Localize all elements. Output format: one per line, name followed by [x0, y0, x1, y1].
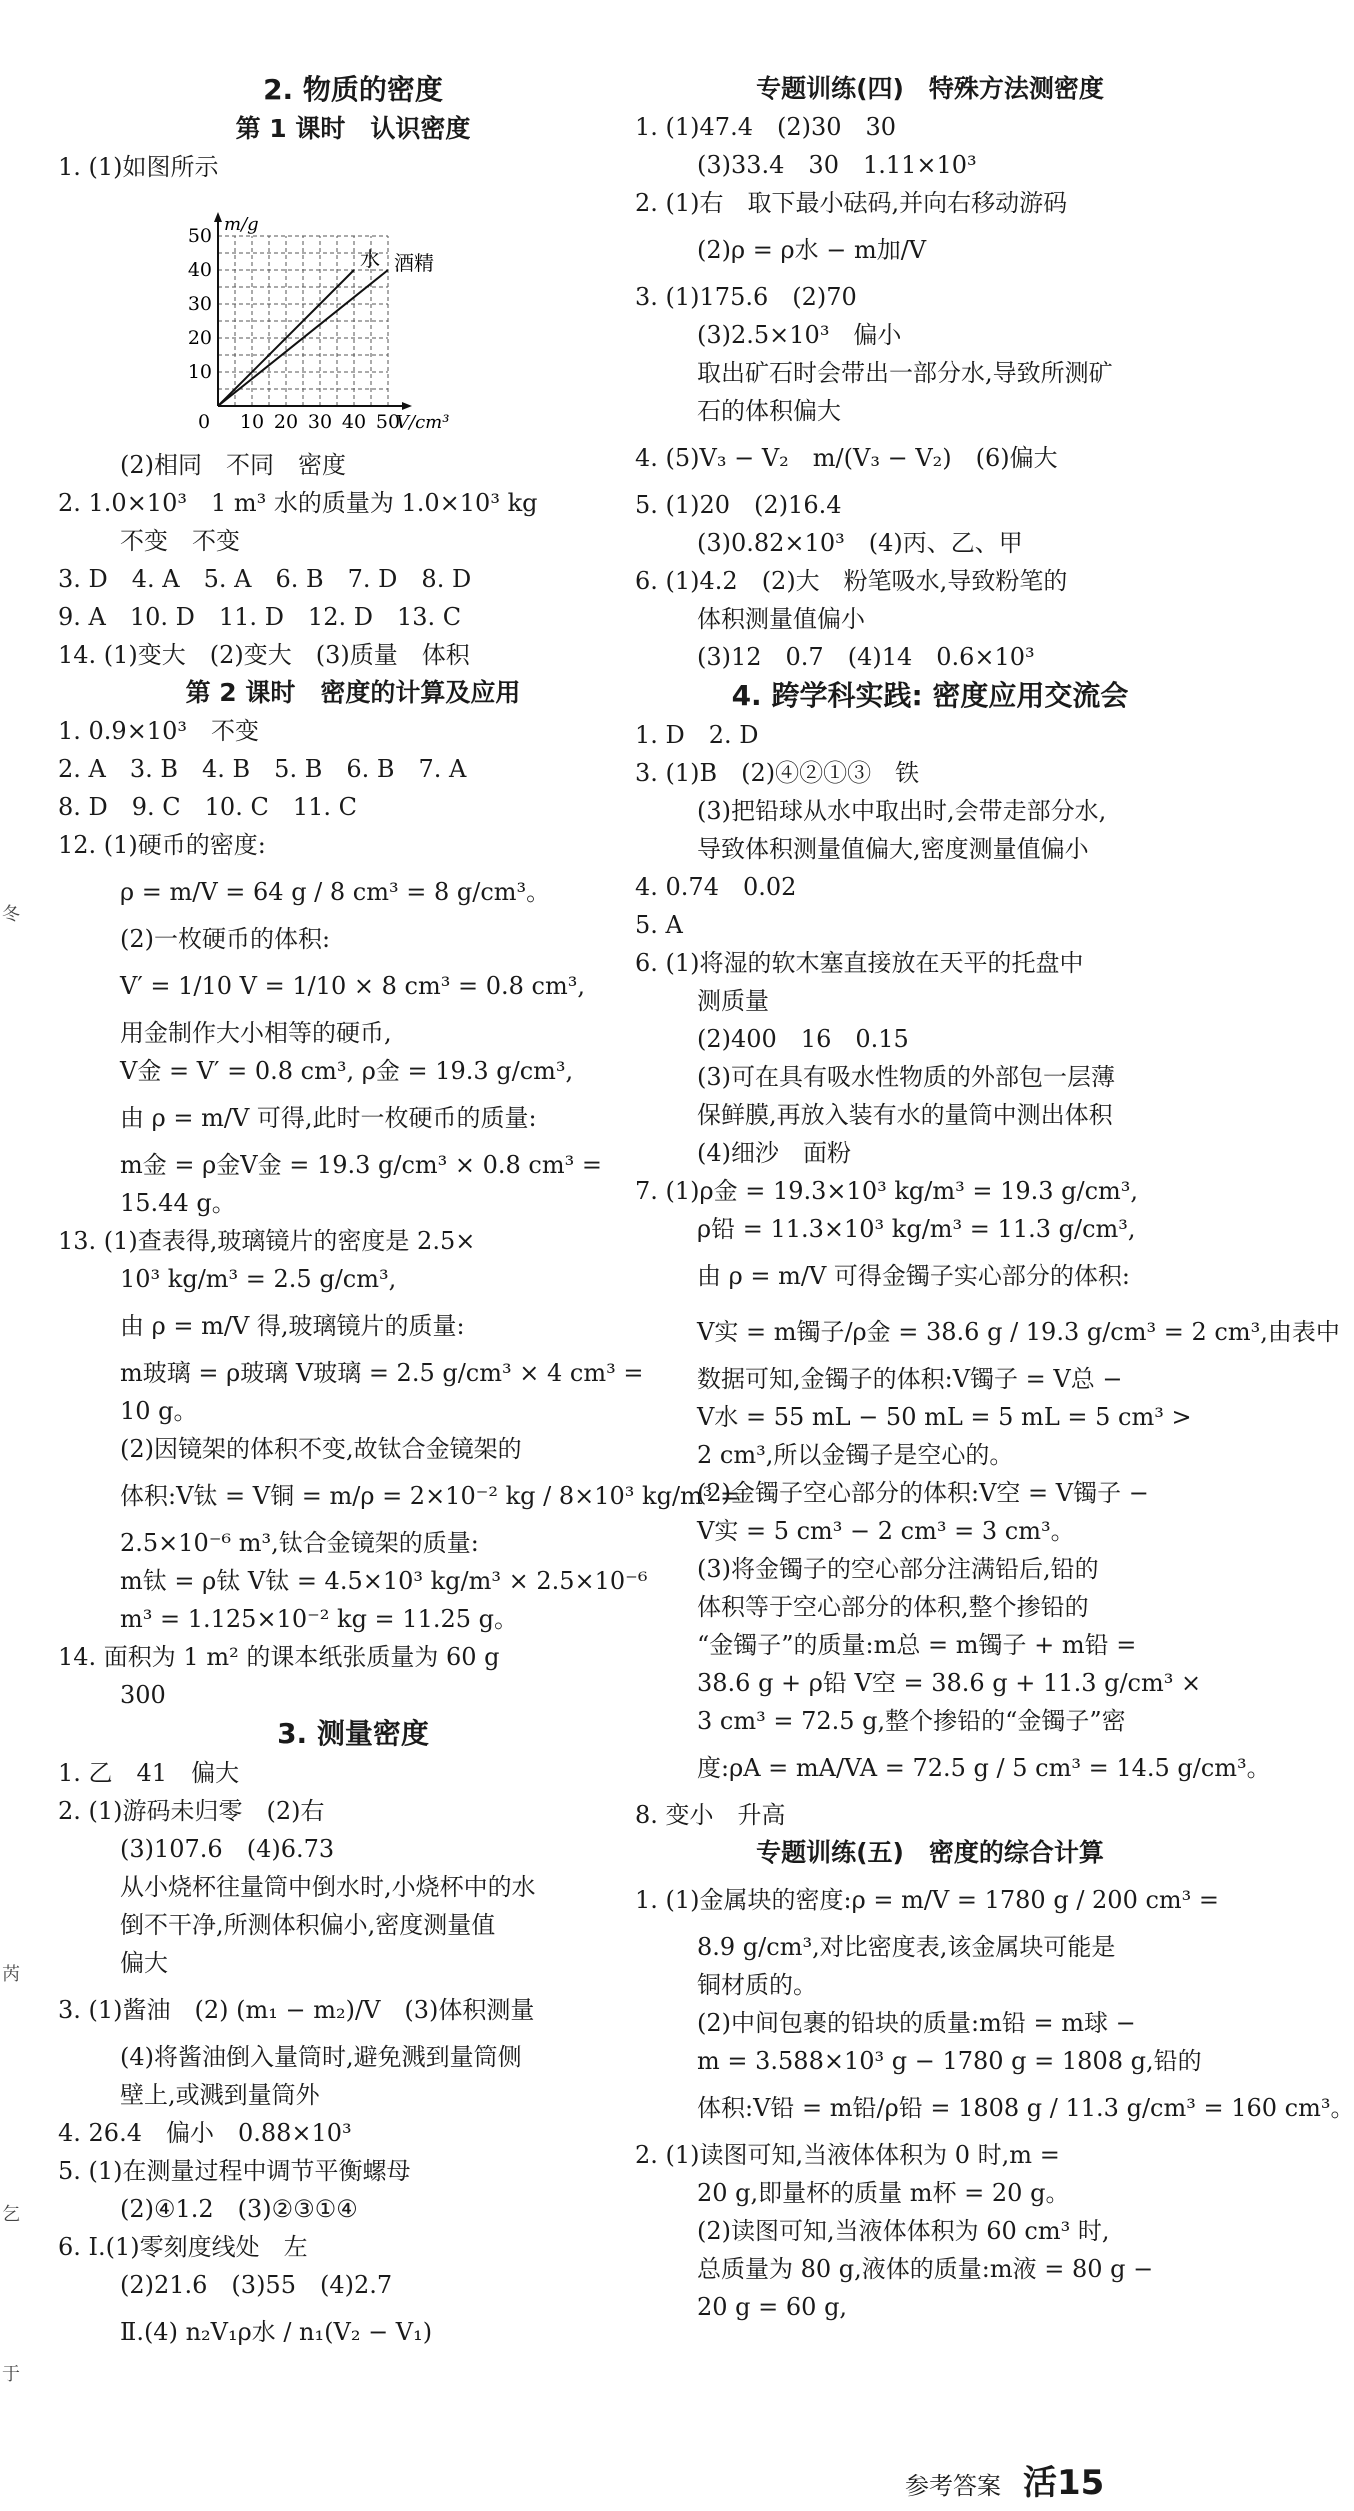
answer-line: (3)将金镯子的空心部分注满铅后,铅的: [697, 1555, 1099, 1583]
x-axis-label: V/cm³: [396, 412, 450, 433]
answer-line: (2)相同 不同 密度: [120, 451, 346, 479]
answer-line: (2)读图可知,当液体体积为 60 cm³ 时,: [697, 2217, 1110, 2245]
answer-line: 1. (1)47.4 (2)30 30: [635, 113, 897, 141]
answer-line: 9. A 10. D 11. D 12. D 13. C: [58, 603, 462, 631]
answer-line: 4. (5)V₃ − V₂ m/(V₃ − V₂) (6)偏大: [635, 444, 1058, 472]
answer-line: (4)细沙 面粉: [697, 1139, 851, 1167]
answer-line: 2. (1)右 取下最小砝码,并向右移动游码: [635, 189, 1068, 217]
answer-line: 4. 0.74 0.02: [635, 873, 797, 901]
right-column: [635, 70, 1354, 2326]
x-tick-label: 10: [239, 411, 265, 433]
y-tick-label: 20: [187, 327, 212, 349]
answer-line: 2. A 3. B 4. B 5. B 6. B 7. A: [58, 755, 467, 783]
answer-line: 3. D 4. A 5. A 6. B 7. D 8. D: [58, 565, 472, 593]
answer-line: 3. (1)酱油 (2) (m₁ − m₂)/V (3)体积测量: [58, 1996, 535, 2024]
edge-mark: 于: [2, 2364, 20, 2385]
answer-line: 取出矿石时会带出一部分水,导致所测矿: [697, 359, 1113, 387]
answer-line: 1. D 2. D: [635, 721, 759, 749]
footer-label: 参考答案: [905, 2472, 1001, 2500]
mass-volume-graph: [188, 186, 488, 446]
section-heading: 第 1 课时 认识密度: [235, 114, 471, 143]
answer-line: 从小烧杯往量筒中倒水时,小烧杯中的水: [120, 1873, 536, 1901]
answer-line: 8. 变小 升高: [635, 1801, 786, 1829]
answer-line: 用金制作大小相等的硬币,: [120, 1019, 392, 1047]
section-heading: 第 2 课时 密度的计算及应用: [185, 678, 521, 707]
answer-line: 7. (1)ρ金 = 19.3×10³ kg/m³ = 19.3 g/cm³,: [635, 1177, 1139, 1205]
answer-line: (2)因镜架的体积不变,故钛合金镜架的: [120, 1435, 522, 1463]
x-axis-arrow: [402, 402, 412, 410]
y-axis-label: m/g: [224, 214, 259, 235]
answer-line: (3)107.6 (4)6.73: [120, 1835, 335, 1863]
answer-line: 由 ρ = m/V 得,玻璃镜片的质量:: [120, 1312, 465, 1340]
answer-line: 3. (1)175.6 (2)70: [635, 283, 857, 311]
graph-container: [188, 186, 488, 446]
answer-line: 8. D 9. C 10. C 11. C: [58, 793, 357, 821]
answer-line: 6. Ⅰ.(1)零刻度线处 左: [58, 2233, 308, 2261]
answer-line: 数据可知,金镯子的体积:V镯子 = V总 −: [697, 1365, 1123, 1393]
section-heading: 专题训练(五) 密度的综合计算: [756, 1838, 1104, 1867]
answer-line: ρ = m/V = 64 g / 8 cm³ = 8 g/cm³。: [120, 878, 551, 906]
answer-line: 12. (1)硬币的密度:: [58, 831, 266, 859]
edge-mark: 冬: [2, 904, 20, 925]
answer-line: 倒不干净,所测体积偏小,密度测量值: [120, 1911, 496, 1939]
answer-line: 体积测量值偏小: [697, 605, 865, 633]
answer-line: (3)2.5×10³ 偏小: [697, 321, 902, 349]
answer-line: V′ = 1/10 V = 1/10 × 8 cm³ = 0.8 cm³,: [120, 972, 585, 1000]
answer-line: 20 g,即量杯的质量 m杯 = 20 g。: [697, 2179, 1070, 2207]
y-tick-label: 40: [187, 259, 212, 281]
series-label: 水: [360, 247, 380, 271]
answer-line: 2. (1)游码未归零 (2)右: [58, 1797, 325, 1825]
answer-line: (3)可在具有吸水性物质的外部包一层薄: [697, 1063, 1115, 1091]
answer-line: V实 = 5 cm³ − 2 cm³ = 3 cm³。: [697, 1517, 1075, 1545]
answer-line: (2)一枚硬币的体积:: [120, 925, 331, 953]
section-heading: 3. 测量密度: [277, 1717, 429, 1750]
x-tick-label: 50: [375, 411, 401, 433]
answer-line: 5. (1)20 (2)16.4: [635, 491, 842, 519]
answer-line: 测质量: [697, 987, 769, 1015]
x-tick-label: 40: [341, 411, 367, 433]
x-tick-label: 0: [197, 411, 211, 433]
answer-line: 1. 0.9×10³ 不变: [58, 717, 259, 745]
answer-line: 度:ρA = mA/VA = 72.5 g / 5 cm³ = 14.5 g/cm³。: [697, 1754, 1271, 1782]
answer-line: (3)0.82×10³ (4)丙、乙、甲: [697, 529, 1023, 557]
answer-line: m³ = 1.125×10⁻² kg = 11.25 g。: [120, 1605, 518, 1633]
y-axis-arrow: [214, 212, 222, 222]
answer-line: 由 ρ = m/V 可得金镯子实心部分的体积:: [697, 1262, 1130, 1290]
edge-mark: 乞: [2, 2204, 20, 2225]
answer-line: (2)④1.2 (3)②③①④: [120, 2195, 358, 2223]
answer-line: (2)中间包裹的铅块的质量:m铅 = m球 −: [697, 2009, 1136, 2037]
answer-line: Ⅱ.(4) n₂V₁ρ水 / n₁(V₂ − V₁): [120, 2318, 433, 2346]
section-heading: 2. 物质的密度: [263, 73, 443, 106]
answer-line: (3)12 0.7 (4)14 0.6×10³: [697, 643, 1035, 671]
answer-line: 14. (1)变大 (2)变大 (3)质量 体积: [58, 641, 470, 669]
answer-line: (2)金镯子空心部分的体积:V空 = V镯子 −: [697, 1479, 1149, 1507]
answer-line: V实 = m镯子/ρ金 = 38.6 g / 19.3 g/cm³ = 2 cm³,由表中: [697, 1318, 1340, 1346]
answer-line: 6. (1)将湿的软木塞直接放在天平的托盘中: [635, 949, 1084, 977]
y-tick-label: 50: [187, 225, 212, 247]
answer-line: 不变 不变: [120, 527, 240, 555]
answer-line: 铜材质的。: [697, 1971, 817, 1999]
answer-line: 1. (1)如图所示: [58, 153, 219, 181]
answer-line: (2)21.6 (3)55 (4)2.7: [120, 2271, 393, 2299]
answer-line: 15.44 g。: [120, 1189, 236, 1217]
answer-line: 体积:V钛 = V铜 = m/ρ = 2×10⁻² kg / 8×10³ kg/m³ =: [120, 1482, 741, 1510]
page-footer: [905, 2455, 1104, 2504]
answer-line: 4. 26.4 偏小 0.88×10³: [58, 2119, 352, 2147]
answer-line: 3. (1)B (2)④②①③ 铁: [635, 759, 920, 787]
answer-line: 14. 面积为 1 m² 的课本纸张质量为 60 g: [58, 1643, 500, 1671]
answer-line: m = 3.588×10³ g − 1780 g = 1808 g,铅的: [697, 2047, 1202, 2075]
answer-line: 1. (1)金属块的密度:ρ = m/V = 1780 g / 200 cm³ =: [635, 1886, 1220, 1914]
x-tick-label: 20: [273, 411, 299, 433]
answer-line: 2.5×10⁻⁶ m³,钛合金镜架的质量:: [120, 1529, 479, 1557]
answer-line: V水 = 55 mL − 50 mL = 5 mL = 5 cm³ >: [697, 1403, 1192, 1431]
answer-line: 38.6 g + ρ铅 V空 = 38.6 g + 11.3 g/cm³ ×: [697, 1669, 1202, 1697]
answer-line: ρ铅 = 11.3×10³ kg/m³ = 11.3 g/cm³,: [697, 1215, 1136, 1243]
answer-line: 2. 1.0×10³ 1 m³ 水的质量为 1.0×10³ kg: [58, 489, 538, 517]
answer-line: 偏大: [120, 1949, 168, 1977]
answer-line: “金镯子”的质量:m总 = m镯子 + m铅 =: [697, 1631, 1137, 1659]
answer-line: (3)把铅球从水中取出时,会带走部分水,: [697, 797, 1107, 825]
footer-logo: 活15: [1023, 2463, 1105, 2503]
answer-line: 体积:V铅 = m铅/ρ铅 = 1808 g / 11.3 g/cm³ = 160 cm³。: [697, 2094, 1354, 2122]
section-heading: 专题训练(四) 特殊方法测密度: [756, 74, 1104, 103]
answer-line: (4)将酱油倒入量筒时,避免溅到量筒侧: [120, 2043, 522, 2071]
answer-line: V金 = V′ = 0.8 cm³, ρ金 = 19.3 g/cm³,: [120, 1057, 574, 1085]
y-tick-label: 10: [187, 361, 212, 383]
answer-line: 5. (1)在测量过程中调节平衡螺母: [58, 2157, 411, 2185]
answer-line: 2. (1)读图可知,当液体体积为 0 时,m =: [635, 2141, 1060, 2169]
answer-line: m金 = ρ金V金 = 19.3 g/cm³ × 0.8 cm³ =: [120, 1151, 602, 1179]
y-tick-label: 30: [187, 293, 212, 315]
answer-line: 壁上,或溅到量筒外: [120, 2081, 320, 2109]
answer-line: 10³ kg/m³ = 2.5 g/cm³,: [120, 1265, 397, 1293]
answer-line: 8.9 g/cm³,对比密度表,该金属块可能是: [697, 1933, 1116, 1961]
answer-line: 10 g。: [120, 1397, 198, 1425]
answer-line: m钛 = ρ钛 V钛 = 4.5×10³ kg/m³ × 2.5×10⁻⁶: [120, 1567, 648, 1595]
answer-line: 2 cm³,所以金镯子是空心的。: [697, 1441, 1014, 1469]
answer-line: 导致体积测量值偏大,密度测量值偏小: [697, 835, 1089, 863]
answer-line: (3)33.4 30 1.11×10³: [697, 151, 977, 179]
answer-line: 石的体积偏大: [697, 397, 841, 425]
x-tick-label: 30: [307, 411, 333, 433]
answer-line: m玻璃 = ρ玻璃 V玻璃 = 2.5 g/cm³ × 4 cm³ =: [120, 1359, 644, 1387]
edge-mark: 芮: [2, 1964, 20, 1985]
answer-line: 1. 乙 41 偏大: [58, 1759, 240, 1787]
answer-line: (2)400 16 0.15: [697, 1025, 909, 1053]
answer-line: 13. (1)查表得,玻璃镜片的密度是 2.5×: [58, 1227, 476, 1255]
answer-line: 3 cm³ = 72.5 g,整个掺铅的“金镯子”密: [697, 1707, 1126, 1735]
answer-line: 保鲜膜,再放入装有水的量筒中测出体积: [697, 1101, 1113, 1129]
answer-line: 总质量为 80 g,液体的质量:m液 = 80 g −: [697, 2255, 1154, 2283]
answer-line: 20 g = 60 g,: [697, 2293, 848, 2321]
answer-line: 体积等于空心部分的体积,整个掺铅的: [697, 1593, 1089, 1621]
section-heading: 4. 跨学科实践: 密度应用交流会: [731, 679, 1129, 712]
answer-line: 300: [120, 1681, 166, 1709]
answer-line: (2)ρ = ρ水 − m加/V: [697, 236, 927, 264]
answer-line: 6. (1)4.2 (2)大 粉笔吸水,导致粉笔的: [635, 567, 1068, 595]
answer-line: 由 ρ = m/V 可得,此时一枚硬币的质量:: [120, 1104, 537, 1132]
answer-line: 5. A: [635, 911, 683, 939]
series-label: 酒精: [394, 251, 434, 275]
